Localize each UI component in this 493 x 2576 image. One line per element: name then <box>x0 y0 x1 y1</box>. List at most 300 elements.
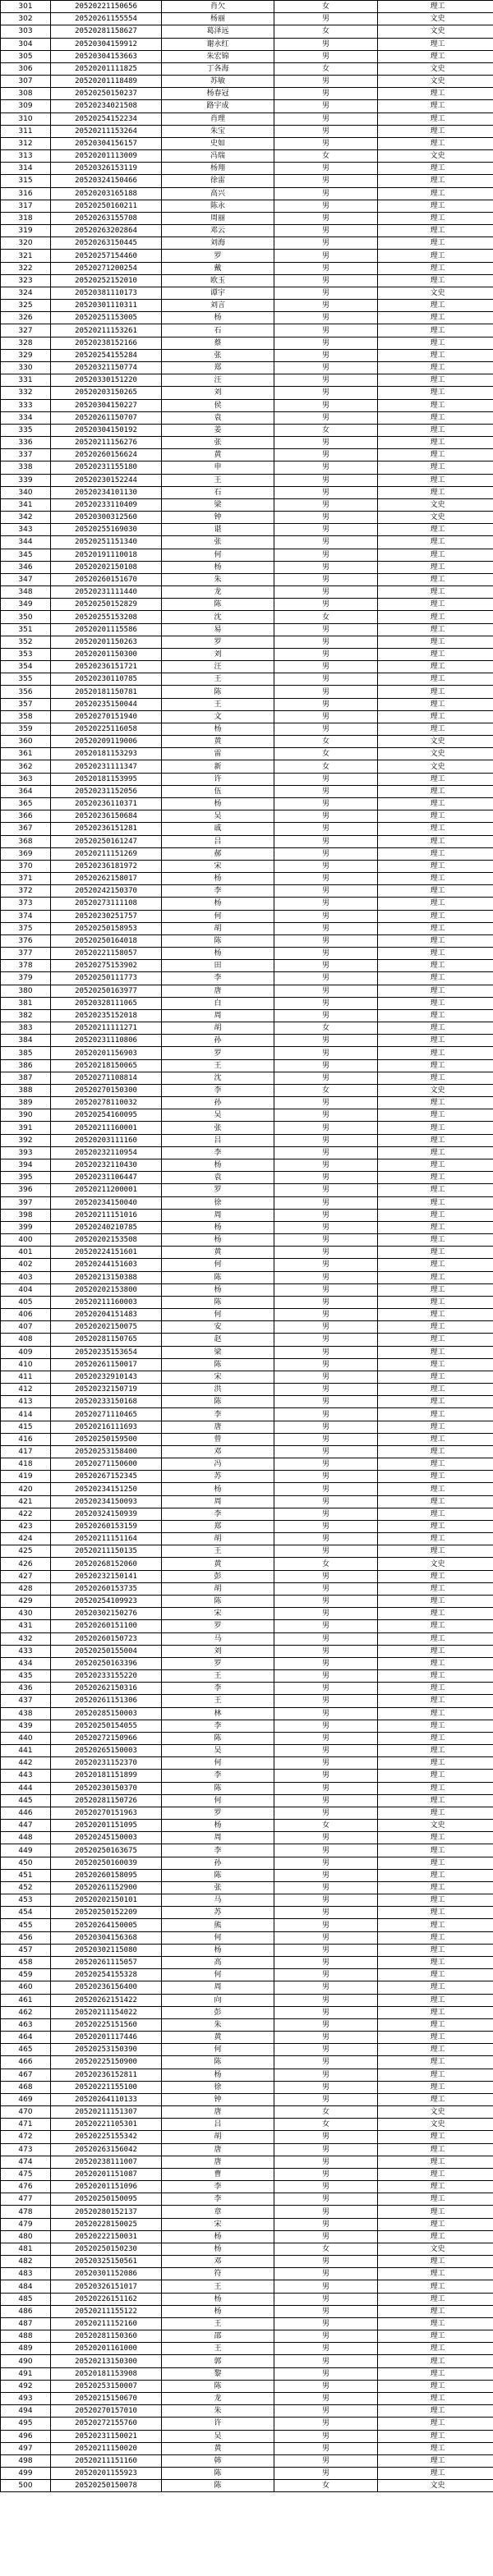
category-cell: 理工 <box>378 1384 493 1396</box>
category-cell: 理工 <box>378 1745 493 1757</box>
row-number-cell: 441 <box>1 1745 51 1757</box>
table-row <box>1 1296 493 1308</box>
name-cell: 吴 <box>162 1745 274 1757</box>
student-id-cell: 20520263150445 <box>51 237 162 250</box>
student-id-cell: 20520203165188 <box>51 187 162 200</box>
row-number-cell: 439 <box>1 1720 51 1732</box>
category-cell: 理工 <box>378 573 493 585</box>
row-number-cell: 366 <box>1 810 51 823</box>
gender-cell: 女 <box>274 62 378 75</box>
gender-cell: 男 <box>274 461 378 474</box>
name-cell: 彭 <box>162 1570 274 1582</box>
category-cell: 文史 <box>378 2243 493 2255</box>
row-number-cell: 312 <box>1 137 51 149</box>
student-id-cell: 20520301110311 <box>51 300 162 312</box>
row-number-cell: 309 <box>1 100 51 112</box>
table-row <box>1 1720 493 1732</box>
category-cell: 理工 <box>378 673 493 686</box>
category-cell: 理工 <box>378 237 493 250</box>
student-id-cell: 20520211160003 <box>51 1296 162 1308</box>
name-cell: 吴 <box>162 810 274 823</box>
category-cell: 理工 <box>378 1894 493 1907</box>
gender-cell: 男 <box>274 1384 378 1396</box>
name-cell: 李 <box>162 2181 274 2193</box>
table-row <box>1 2293 493 2305</box>
row-number-cell: 500 <box>1 2480 51 2492</box>
name-cell: 丁各海 <box>162 62 274 75</box>
row-number-cell: 382 <box>1 1009 51 1022</box>
category-cell: 理工 <box>378 337 493 349</box>
name-cell: 张 <box>162 349 274 361</box>
row-number-cell: 321 <box>1 250 51 262</box>
student-id-cell: 20520204151483 <box>51 1309 162 1321</box>
table-row <box>1 1047 493 1059</box>
category-cell: 理工 <box>378 1072 493 1084</box>
gender-cell: 男 <box>274 1956 378 1968</box>
category-cell: 理工 <box>378 1445 493 1458</box>
row-number-cell: 431 <box>1 1620 51 1632</box>
name-cell: 吕 <box>162 2119 274 2131</box>
category-cell: 理工 <box>378 2181 493 2193</box>
table-row <box>1 1109 493 1122</box>
category-cell: 理工 <box>378 2206 493 2218</box>
row-number-cell: 483 <box>1 2268 51 2280</box>
name-cell: 罗 <box>162 1047 274 1059</box>
name-cell: 沈 <box>162 1072 274 1084</box>
name-cell: 白 <box>162 997 274 1009</box>
category-cell: 理工 <box>378 1732 493 1744</box>
category-cell: 理工 <box>378 948 493 960</box>
row-number-cell: 445 <box>1 1794 51 1807</box>
table-row <box>1 2218 493 2230</box>
student-id-cell: 20520235152018 <box>51 1009 162 1022</box>
row-number-cell: 315 <box>1 175 51 187</box>
gender-cell: 男 <box>274 76 378 88</box>
table-row <box>1 361 493 374</box>
name-cell: 周 <box>162 1009 274 1022</box>
name-cell: 田 <box>162 960 274 972</box>
student-id-cell: 20520272155760 <box>51 2418 162 2430</box>
gender-cell: 男 <box>274 1047 378 1059</box>
gender-cell: 女 <box>274 736 378 748</box>
name-cell: 吕 <box>162 1134 274 1146</box>
name-cell: 宋 <box>162 1371 274 1383</box>
category-cell: 理工 <box>378 125 493 137</box>
category-cell: 理工 <box>378 187 493 200</box>
name-cell: 罗 <box>162 1620 274 1632</box>
student-id-cell: 20520234151250 <box>51 1483 162 1495</box>
name-cell: 戚 <box>162 823 274 835</box>
gender-cell: 男 <box>274 1596 378 1608</box>
gender-cell: 男 <box>274 997 378 1009</box>
student-id-cell: 20520238111007 <box>51 2156 162 2168</box>
student-id-cell: 20520273111108 <box>51 898 162 910</box>
category-cell: 理工 <box>378 2069 493 2081</box>
table-row <box>1 948 493 960</box>
category-cell: 文史 <box>378 150 493 163</box>
row-number-cell: 371 <box>1 873 51 885</box>
table-row <box>1 262 493 274</box>
row-number-cell: 398 <box>1 1209 51 1221</box>
gender-cell: 女 <box>274 611 378 623</box>
category-cell: 理工 <box>378 2218 493 2230</box>
row-number-cell: 374 <box>1 910 51 922</box>
student-id-cell: 20520250159500 <box>51 1433 162 1445</box>
gender-cell: 男 <box>274 1458 378 1471</box>
gender-cell: 男 <box>274 237 378 250</box>
gender-cell: 男 <box>274 1421 378 1433</box>
category-cell: 理工 <box>378 1857 493 1869</box>
table-row <box>1 1596 493 1608</box>
row-number-cell: 453 <box>1 1894 51 1907</box>
table-row <box>1 1396 493 1408</box>
category-cell: 理工 <box>378 1421 493 1433</box>
category-cell: 理工 <box>378 1570 493 1582</box>
table-row <box>1 2106 493 2119</box>
category-cell: 理工 <box>378 823 493 835</box>
name-cell: 何 <box>162 1259 274 1271</box>
table-row <box>1 274 493 287</box>
gender-cell: 男 <box>274 934 378 947</box>
row-number-cell: 393 <box>1 1146 51 1159</box>
category-cell: 理工 <box>378 1134 493 1146</box>
gender-cell: 男 <box>274 1483 378 1495</box>
name-cell: 欧玉 <box>162 274 274 287</box>
category-cell: 理工 <box>378 2430 493 2442</box>
table-row <box>1 1234 493 1247</box>
table-row <box>1 1097 493 1109</box>
category-cell: 理工 <box>378 2044 493 2056</box>
gender-cell: 男 <box>274 1445 378 1458</box>
gender-cell: 男 <box>274 798 378 810</box>
category-cell: 理工 <box>378 1408 493 1421</box>
gender-cell: 男 <box>274 1221 378 1233</box>
name-cell: 马 <box>162 1894 274 1907</box>
table-row <box>1 2069 493 2081</box>
gender-cell: 男 <box>274 1234 378 1247</box>
category-cell: 理工 <box>378 262 493 274</box>
student-id-cell: 20520232910143 <box>51 1371 162 1383</box>
student-id-cell: 20520211153264 <box>51 125 162 137</box>
name-cell: 刘 <box>162 387 274 399</box>
category-cell: 理工 <box>378 1956 493 1968</box>
row-number-cell: 361 <box>1 748 51 760</box>
student-id-cell: 20520211160001 <box>51 1122 162 1134</box>
student-id-cell: 20520211151164 <box>51 1533 162 1545</box>
row-number-cell: 345 <box>1 549 51 561</box>
row-number-cell: 348 <box>1 586 51 599</box>
name-cell: 徐 <box>162 2081 274 2093</box>
name-cell: 雷 <box>162 748 274 760</box>
student-id-cell: 20520231152056 <box>51 785 162 797</box>
gender-cell: 男 <box>274 187 378 200</box>
student-id-cell: 20520225150900 <box>51 2056 162 2069</box>
student-id-cell: 20520250152829 <box>51 599 162 611</box>
student-id-cell: 20520245150003 <box>51 1832 162 1844</box>
table-row <box>1 2442 493 2454</box>
student-id-cell: 20520252152010 <box>51 274 162 287</box>
row-number-cell: 367 <box>1 823 51 835</box>
row-number-cell: 376 <box>1 934 51 947</box>
table-row <box>1 1495 493 1508</box>
name-cell: 李 <box>162 1084 274 1096</box>
student-id-cell: 20520230251757 <box>51 910 162 922</box>
gender-cell: 男 <box>274 773 378 785</box>
row-number-cell: 435 <box>1 1670 51 1683</box>
gender-cell: 男 <box>274 2131 378 2143</box>
name-cell: 陈 <box>162 1869 274 1881</box>
row-number-cell: 482 <box>1 2256 51 2268</box>
table-row <box>1 1433 493 1445</box>
table-row <box>1 424 493 436</box>
name-cell: 陈 <box>162 2056 274 2069</box>
row-number-cell: 498 <box>1 2454 51 2467</box>
row-number-cell: 469 <box>1 2093 51 2105</box>
student-id-cell: 20520238152166 <box>51 337 162 349</box>
student-id-cell: 20520211200001 <box>51 1184 162 1196</box>
gender-cell: 男 <box>274 2343 378 2355</box>
student-id-cell: 20520215150670 <box>51 2393 162 2405</box>
row-number-cell: 311 <box>1 125 51 137</box>
gender-cell: 男 <box>274 2081 378 2093</box>
student-id-cell: 20520253150007 <box>51 2380 162 2392</box>
row-number-cell: 447 <box>1 1820 51 1832</box>
row-number-cell: 466 <box>1 2056 51 2069</box>
student-id-cell: 20520228150025 <box>51 2218 162 2230</box>
student-id-cell: 20520231155180 <box>51 461 162 474</box>
gender-cell: 男 <box>274 723 378 735</box>
table-row <box>1 1 493 13</box>
name-cell: 陈 <box>162 1396 274 1408</box>
gender-cell: 男 <box>274 1533 378 1545</box>
row-number-cell: 473 <box>1 2143 51 2156</box>
category-cell: 理工 <box>378 1309 493 1321</box>
name-cell: 孙 <box>162 1097 274 1109</box>
gender-cell: 男 <box>274 561 378 573</box>
name-cell: 熊 <box>162 1919 274 1931</box>
name-cell: 苏敏 <box>162 76 274 88</box>
table-row <box>1 137 493 149</box>
category-cell: 理工 <box>378 2018 493 2031</box>
name-cell: 郑 <box>162 1520 274 1532</box>
row-number-cell: 494 <box>1 2405 51 2418</box>
row-number-cell: 444 <box>1 1782 51 1794</box>
table-row <box>1 798 493 810</box>
row-number-cell: 343 <box>1 524 51 536</box>
row-number-cell: 454 <box>1 1907 51 1919</box>
category-cell: 理工 <box>378 437 493 449</box>
table-row <box>1 1732 493 1744</box>
table-row <box>1 873 493 885</box>
gender-cell: 男 <box>274 1919 378 1931</box>
row-number-cell: 417 <box>1 1445 51 1458</box>
row-number-cell: 396 <box>1 1184 51 1196</box>
category-cell: 理工 <box>378 2367 493 2380</box>
table-row <box>1 1782 493 1794</box>
row-number-cell: 349 <box>1 599 51 611</box>
name-cell: 朱宏锦 <box>162 50 274 62</box>
student-id-cell: 20520250150095 <box>51 2193 162 2206</box>
gender-cell: 男 <box>274 2468 378 2480</box>
name-cell: 路宇成 <box>162 100 274 112</box>
gender-cell: 男 <box>274 1807 378 1819</box>
row-number-cell: 426 <box>1 1558 51 1570</box>
row-number-cell: 451 <box>1 1869 51 1881</box>
name-cell: 陈 <box>162 1596 274 1608</box>
category-cell: 理工 <box>378 1707 493 1720</box>
table-row <box>1 1770 493 1782</box>
row-number-cell: 350 <box>1 611 51 623</box>
name-cell: 何 <box>162 1969 274 1981</box>
table-row <box>1 1184 493 1196</box>
gender-cell: 男 <box>274 1894 378 1907</box>
student-id-cell: 20520221150656 <box>51 1 162 13</box>
category-cell: 理工 <box>378 1059 493 1072</box>
name-cell: 苏 <box>162 1471 274 1483</box>
row-number-cell: 305 <box>1 50 51 62</box>
gender-cell: 男 <box>274 1657 378 1669</box>
gender-cell: 男 <box>274 2032 378 2044</box>
row-number-cell: 372 <box>1 885 51 898</box>
gender-cell: 男 <box>274 1196 378 1209</box>
gender-cell: 男 <box>274 2268 378 2280</box>
student-id-cell: 20520260151100 <box>51 1620 162 1632</box>
category-cell: 理工 <box>378 2330 493 2343</box>
table-row <box>1 960 493 972</box>
name-cell: 史如 <box>162 137 274 149</box>
category-cell: 理工 <box>378 2293 493 2305</box>
student-id-cell: 20520240210785 <box>51 1221 162 1233</box>
name-cell: 徐雷 <box>162 175 274 187</box>
table-row <box>1 2355 493 2367</box>
name-cell: 周 <box>162 1495 274 1508</box>
row-number-cell: 400 <box>1 1234 51 1247</box>
gender-cell: 男 <box>274 1695 378 1707</box>
name-cell: 黄 <box>162 2032 274 2044</box>
row-number-cell: 344 <box>1 536 51 549</box>
name-cell: 张 <box>162 1881 274 1894</box>
gender-cell: 男 <box>274 972 378 985</box>
category-cell: 理工 <box>378 723 493 735</box>
table-row <box>1 163 493 175</box>
table-row <box>1 349 493 361</box>
gender-cell: 男 <box>274 1358 378 1371</box>
table-row <box>1 38 493 50</box>
gender-cell: 男 <box>274 1857 378 1869</box>
row-number-cell: 407 <box>1 1321 51 1334</box>
row-number-cell: 399 <box>1 1221 51 1233</box>
category-cell: 理工 <box>378 2093 493 2105</box>
category-cell: 理工 <box>378 1009 493 1022</box>
table-row <box>1 1907 493 1919</box>
name-cell: 王 <box>162 2317 274 2330</box>
table-row <box>1 2181 493 2193</box>
category-cell: 理工 <box>378 1620 493 1632</box>
category-cell: 理工 <box>378 175 493 187</box>
row-number-cell: 481 <box>1 2243 51 2255</box>
student-id-cell: 20520270157010 <box>51 2405 162 2418</box>
name-cell: 唐 <box>162 1421 274 1433</box>
table-row <box>1 2243 493 2255</box>
table-row <box>1 1508 493 1520</box>
student-id-cell: 20520260150723 <box>51 1632 162 1645</box>
student-id-cell: 20520202150108 <box>51 561 162 573</box>
name-cell: 朱 <box>162 2018 274 2031</box>
category-cell: 文史 <box>378 2106 493 2119</box>
gender-cell: 男 <box>274 1608 378 1620</box>
row-number-cell: 496 <box>1 2430 51 2442</box>
student-id-cell: 20520201118489 <box>51 76 162 88</box>
table-row <box>1 187 493 200</box>
gender-cell: 男 <box>274 1097 378 1109</box>
row-number-cell: 301 <box>1 1 51 13</box>
student-id-cell: 20520232150719 <box>51 1384 162 1396</box>
student-id-cell: 20520304159912 <box>51 38 162 50</box>
student-id-cell: 20520304156157 <box>51 137 162 149</box>
student-id-cell: 20520270151963 <box>51 1807 162 1819</box>
name-cell: 罗 <box>162 250 274 262</box>
student-id-cell: 20520231150021 <box>51 2430 162 2442</box>
table-row <box>1 561 493 573</box>
student-id-cell: 20520271110465 <box>51 1408 162 1421</box>
row-number-cell: 490 <box>1 2355 51 2367</box>
gender-cell: 男 <box>274 1632 378 1645</box>
table-row <box>1 2006 493 2018</box>
category-cell: 理工 <box>378 1495 493 1508</box>
category-cell: 理工 <box>378 648 493 660</box>
gender-cell: 男 <box>274 2280 378 2293</box>
name-cell: 刘 <box>162 648 274 660</box>
category-cell: 文史 <box>378 1558 493 1570</box>
row-number-cell: 462 <box>1 2006 51 2018</box>
gender-cell: 男 <box>274 1881 378 1894</box>
student-id-cell: 20520211154022 <box>51 2006 162 2018</box>
table-row <box>1 437 493 449</box>
category-cell: 理工 <box>378 1645 493 1657</box>
table-row <box>1 50 493 62</box>
row-number-cell: 492 <box>1 2380 51 2392</box>
gender-cell: 男 <box>274 1321 378 1334</box>
category-cell: 理工 <box>378 785 493 797</box>
student-id-cell: 20520254152234 <box>51 112 162 125</box>
student-id-cell: 20520225155342 <box>51 2131 162 2143</box>
table-row <box>1 1445 493 1458</box>
table-row <box>1 1221 493 1233</box>
table-row <box>1 250 493 262</box>
student-id-cell: 20520254109923 <box>51 1596 162 1608</box>
table-row <box>1 150 493 163</box>
row-number-cell: 385 <box>1 1047 51 1059</box>
gender-cell: 男 <box>274 1072 378 1084</box>
gender-cell: 男 <box>274 1869 378 1881</box>
row-number-cell: 331 <box>1 374 51 387</box>
category-cell: 理工 <box>378 549 493 561</box>
student-id-cell: 20520231106447 <box>51 1172 162 1184</box>
student-id-cell: 20520254160095 <box>51 1109 162 1122</box>
student-id-cell: 20520211156276 <box>51 437 162 449</box>
category-cell: 理工 <box>378 1869 493 1881</box>
name-cell: 谢永红 <box>162 38 274 50</box>
category-cell: 理工 <box>378 710 493 723</box>
student-id-cell: 20520233155220 <box>51 1670 162 1683</box>
student-id-cell: 20520250164018 <box>51 934 162 947</box>
table-row <box>1 661 493 673</box>
category-cell: 理工 <box>378 1022 493 1035</box>
row-number-cell: 468 <box>1 2081 51 2093</box>
gender-cell: 男 <box>274 860 378 872</box>
row-number-cell: 463 <box>1 2018 51 2031</box>
table-row <box>1 648 493 660</box>
